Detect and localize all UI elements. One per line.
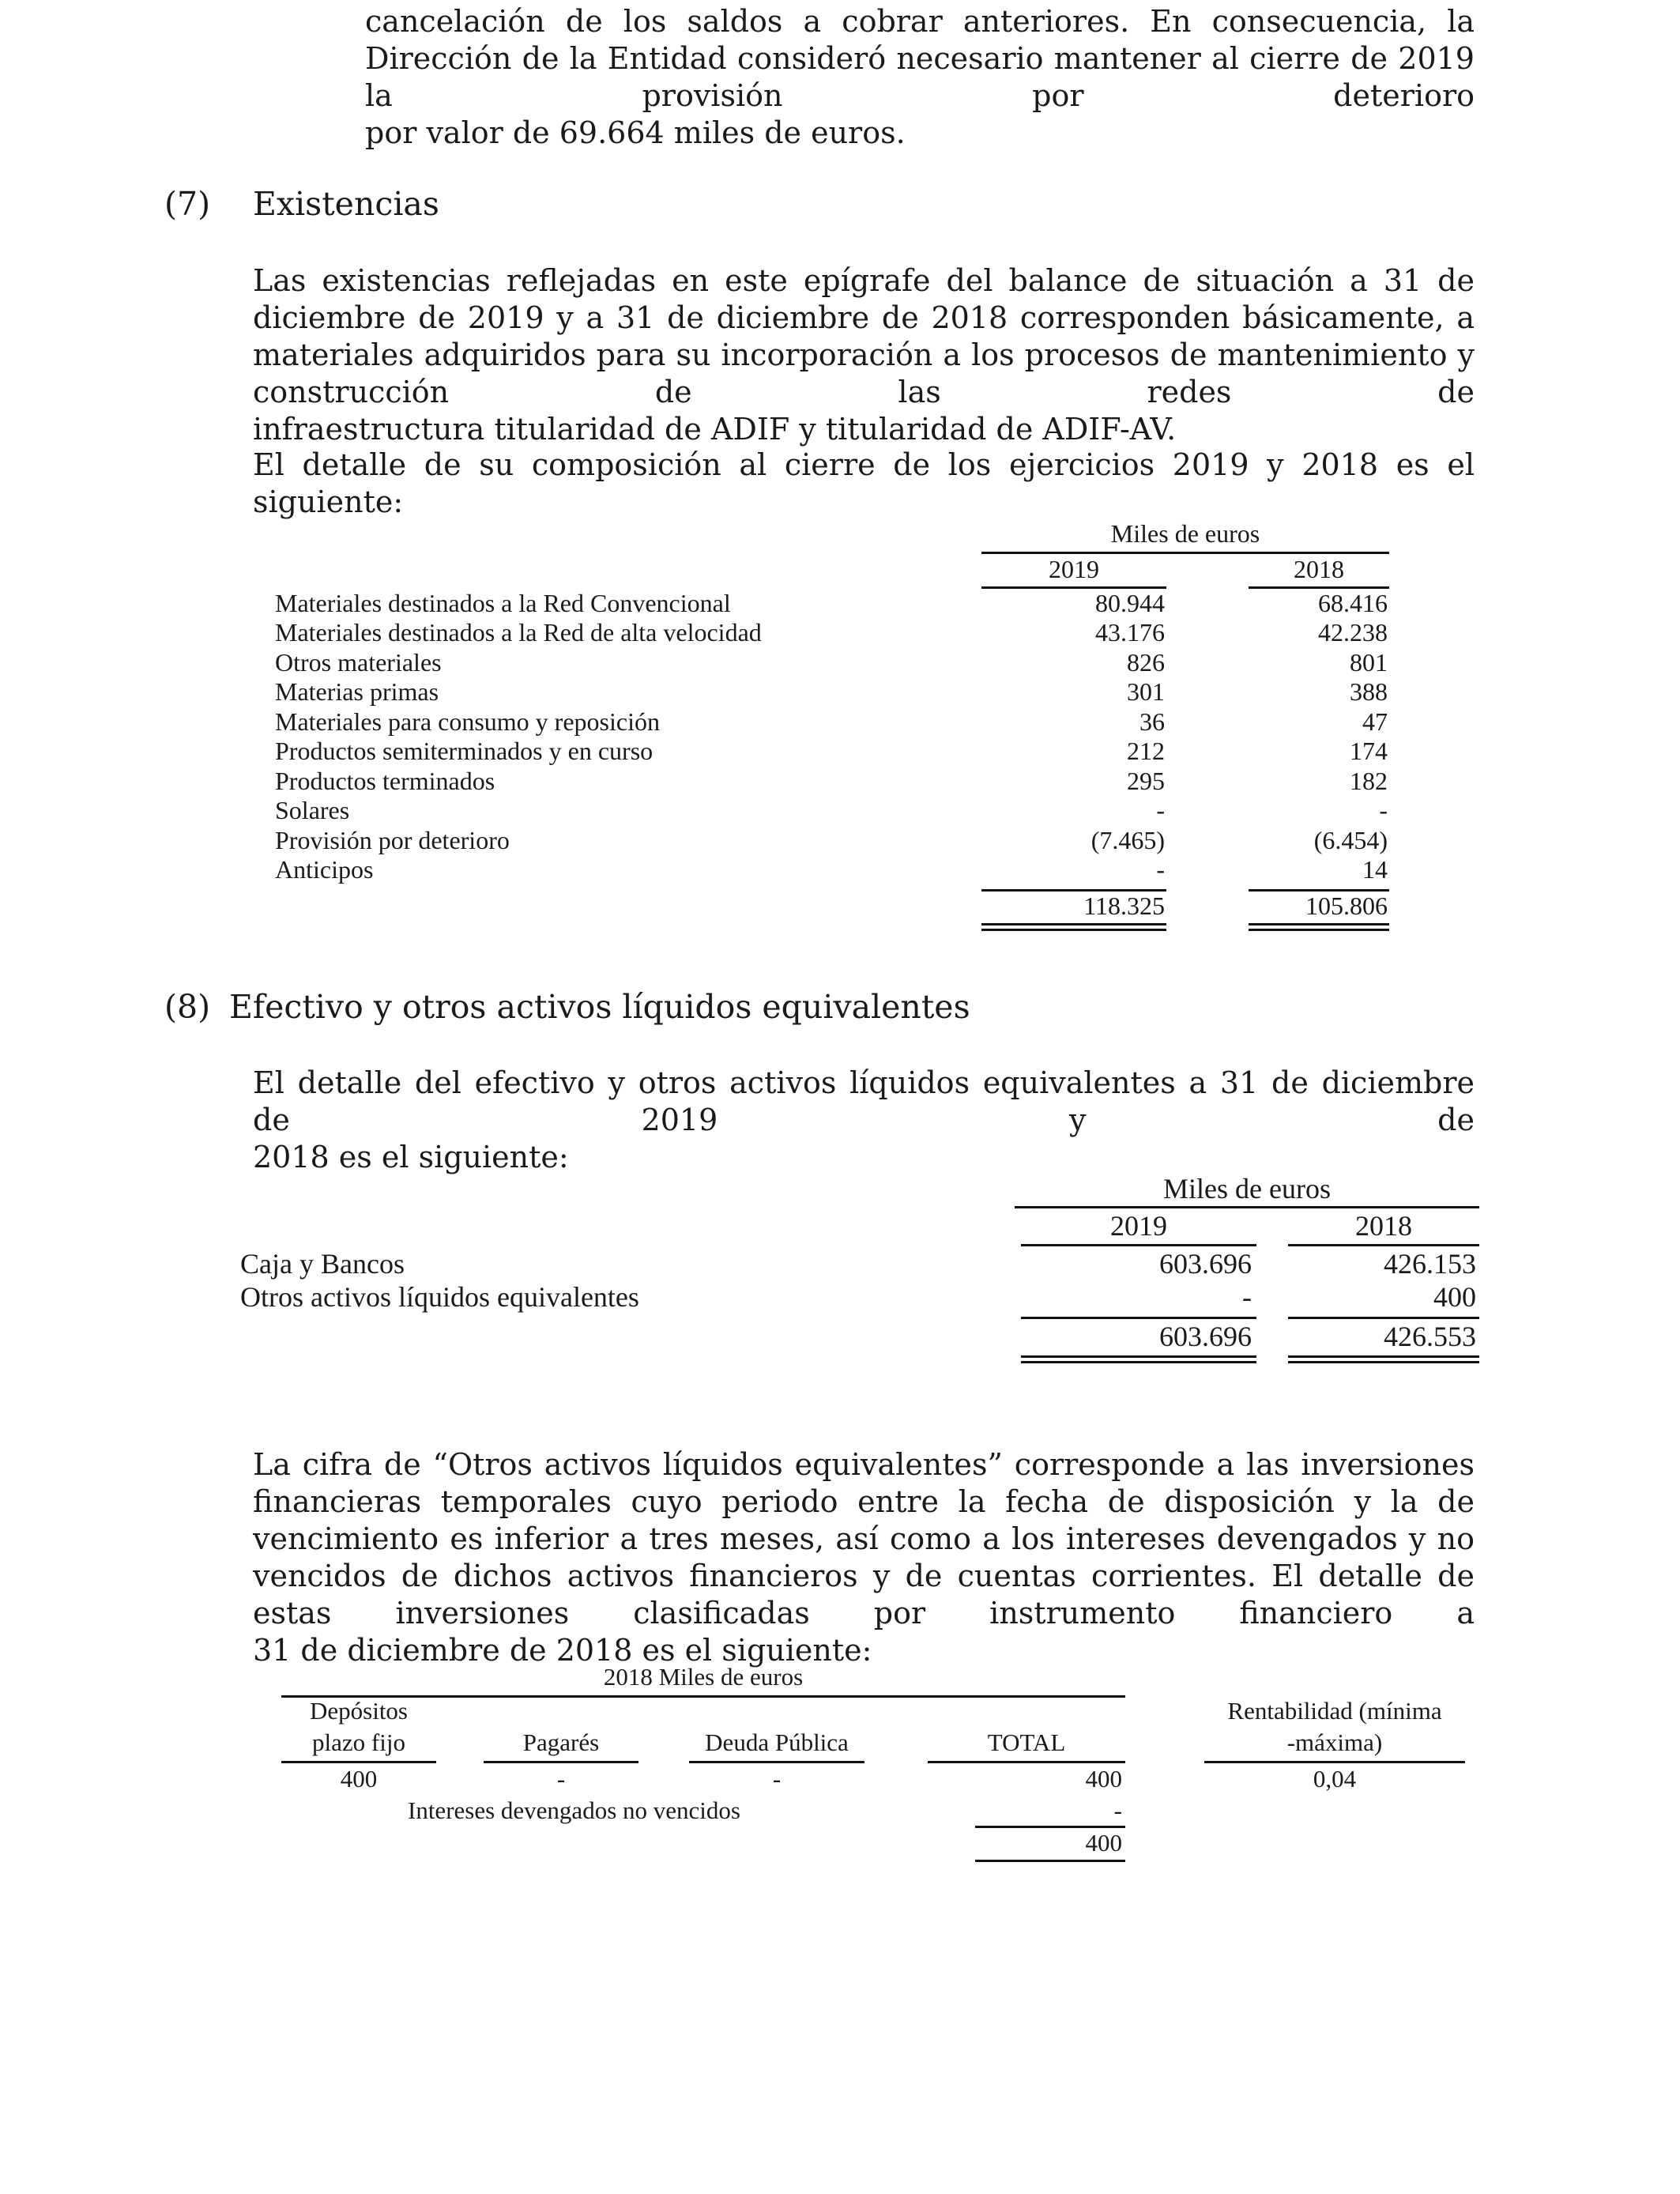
value-2018: (6.454) [1313, 826, 1388, 854]
header-rule [1015, 1206, 1479, 1208]
year-2018: 2018 [1294, 555, 1344, 583]
final-total: 400 [1085, 1829, 1122, 1857]
paragraph-line: cuentas corrientes. El detalle de estas inversiones clasificadas por instrumento financiero a [253, 1559, 1475, 1630]
value-2018: 174 [1350, 737, 1388, 765]
value-2019: 212 [1127, 737, 1165, 765]
intro-line: por valor de 69.664 miles de euros. [365, 115, 906, 150]
subtotal-rule-2018 [1288, 1317, 1479, 1319]
value-2018: 14 [1362, 855, 1388, 884]
section-8-heading [164, 987, 970, 1027]
row-label: Solares [275, 796, 350, 824]
total-double-rule-2018 [1249, 923, 1389, 931]
col-depositos-line: Depósitos [310, 1697, 408, 1725]
value-2019: 295 [1127, 767, 1165, 795]
table-header: Miles de euros [1163, 1173, 1331, 1204]
section-7-intro-table [253, 447, 1475, 521]
total-2019: 118.325 [1083, 892, 1165, 920]
col-pagares: Pagarés [522, 1728, 600, 1756]
year-rule-2019 [1021, 1244, 1256, 1246]
total-2018: 426.553 [1384, 1321, 1476, 1352]
year-2018: 2018 [1355, 1210, 1412, 1242]
col-rule-depositos [281, 1761, 436, 1763]
intereses-label: Intereses devengados no vencidos [408, 1796, 740, 1824]
total-2019: 603.696 [1159, 1321, 1252, 1352]
row-label: Otros activos líquidos equivalentes [240, 1281, 639, 1313]
paragraph-line: 2019 y a 31 de diciembre de 2018 corresponden básicamente, a materiales adquiridos [253, 300, 1475, 372]
total-double-rule-2019 [981, 923, 1166, 931]
value-2018: 426.153 [1384, 1248, 1476, 1280]
col-depositos-line: plazo fijo [312, 1728, 405, 1756]
value-2019: 301 [1127, 677, 1165, 706]
col-rule-rentabilidad [1204, 1761, 1465, 1763]
table-header: Miles de euros [1110, 519, 1260, 548]
paragraph-line: El detalle de su composición al cierre de los ejercicios 2019 y 2018 es el siguiente: [253, 447, 1475, 519]
row-label: Materiales destinados a la Red de alta velocidad [275, 618, 762, 647]
section-number: (8) [164, 988, 211, 1026]
value-2019: 80.944 [1095, 589, 1165, 617]
row-label: Productos semiterminados y en curso [275, 737, 654, 765]
value-2019: - [1156, 796, 1165, 824]
section-title: Efectivo y otros activos líquidos equivalentes [229, 988, 970, 1026]
value-2018: 388 [1350, 677, 1388, 706]
col-rule-total [928, 1761, 1125, 1763]
value-2019: 36 [1139, 707, 1165, 736]
paragraph-line: infraestructura titularidad de ADIF y titularidad de ADIF-AV. [253, 412, 1177, 447]
subtotal-rule-2019 [1021, 1317, 1256, 1319]
total-double-rule-2019 [1021, 1355, 1256, 1363]
value-2018: 182 [1350, 767, 1388, 795]
row-label: Anticipos [275, 855, 374, 884]
row-label: Materias primas [275, 677, 439, 706]
value-2019: 826 [1127, 648, 1165, 677]
intereses-rule [975, 1826, 1125, 1828]
paragraph-line: Las existencias reflejadas en este epígrafe del balance de situación a 31 de diciembre de [253, 263, 1475, 335]
value-rentabilidad: 0,04 [1313, 1765, 1357, 1793]
row-label: Productos terminados [275, 767, 495, 795]
col-total: TOTAL [987, 1728, 1066, 1756]
value-2019: - [1242, 1281, 1252, 1313]
value-2018: 42.238 [1318, 618, 1388, 647]
section-title: Existencias [253, 185, 439, 223]
header-rule [281, 1695, 1125, 1698]
value-total: 400 [1085, 1765, 1122, 1793]
col-deuda-publica: Deuda Pública [705, 1728, 849, 1756]
col-rule-pagares [484, 1761, 638, 1763]
row-label: Provisión por deterioro [275, 826, 510, 854]
col-rule-deuda [689, 1761, 864, 1763]
row-label: Otros materiales [275, 648, 442, 677]
section-8-paragraph [253, 1065, 1475, 1176]
year-rule-2019 [981, 586, 1166, 589]
section-number: (7) [164, 185, 211, 223]
paragraph-line: 2018 es el siguiente: [253, 1140, 569, 1174]
section-8-paragraph-2 [253, 1446, 1475, 1669]
paragraph-line: para su incorporación a los procesos de mantenimiento y construcción de las redes de [253, 337, 1475, 409]
section-7-paragraph [253, 262, 1475, 448]
intereses-value: - [1113, 1796, 1122, 1824]
value-depositos: 400 [340, 1765, 378, 1793]
section-7-heading [164, 184, 439, 224]
value-2019: 603.696 [1159, 1248, 1252, 1280]
col-rentabilidad-line: -máxima) [1286, 1728, 1383, 1756]
table-header: 2018 Miles de euros [603, 1663, 804, 1691]
year-2019: 2019 [1049, 555, 1099, 583]
subtotal-rule-2019 [981, 889, 1166, 892]
value-2018: - [1379, 796, 1388, 824]
value-2019: - [1156, 855, 1165, 884]
value-deuda: - [772, 1765, 782, 1793]
value-2018: 47 [1362, 707, 1388, 736]
row-label: Materiales para consumo y reposición [275, 707, 660, 736]
value-2018: 801 [1350, 648, 1388, 677]
year-rule-2018 [1249, 586, 1389, 589]
paragraph-line: temporales cuyo periodo entre la fecha de disposición y la de vencimiento es inferior a tres [253, 1484, 1475, 1556]
col-depositos [281, 1695, 436, 1759]
final-total-rule [975, 1860, 1125, 1862]
col-rentabilidad [1204, 1695, 1465, 1759]
subtotal-rule-2018 [1249, 889, 1389, 892]
value-2019: 43.176 [1095, 618, 1165, 647]
intro-line: cancelación de los saldos a cobrar anteriores. En consecuencia, la Dirección de la [365, 4, 1475, 76]
paragraph-line: 31 de diciembre de 2018 es el siguiente: [253, 1633, 872, 1668]
paragraph-line: El detalle del efectivo y otros activos líquidos equivalentes a 31 de diciembre de 2019 y de [253, 1065, 1475, 1137]
header-rule [981, 552, 1389, 554]
value-2019: (7.465) [1090, 826, 1165, 854]
year-2019: 2019 [1110, 1210, 1167, 1242]
paragraph-line: La cifra de “Otros activos líquidos equivalentes” corresponde a las inversiones financieras [253, 1447, 1475, 1519]
intro-line: Entidad consideró necesario mantener al cierre de 2019 la provisión por deterioro [365, 41, 1475, 113]
total-double-rule-2018 [1288, 1355, 1479, 1363]
row-label: Materiales destinados a la Red Convencional [275, 589, 731, 617]
row-label: Caja y Bancos [240, 1248, 405, 1280]
value-2018: 68.416 [1318, 589, 1388, 617]
value-pagares: - [556, 1765, 566, 1793]
col-rentabilidad-line: Rentabilidad (mínima [1227, 1697, 1442, 1725]
year-rule-2018 [1288, 1244, 1479, 1246]
paragraph-line: meses, así como a los intereses devengados y no vencidos de dichos activos financieros y de [253, 1521, 1475, 1593]
total-2018: 105.806 [1305, 892, 1388, 920]
intro-paragraph [365, 3, 1475, 152]
value-2018: 400 [1433, 1281, 1476, 1313]
